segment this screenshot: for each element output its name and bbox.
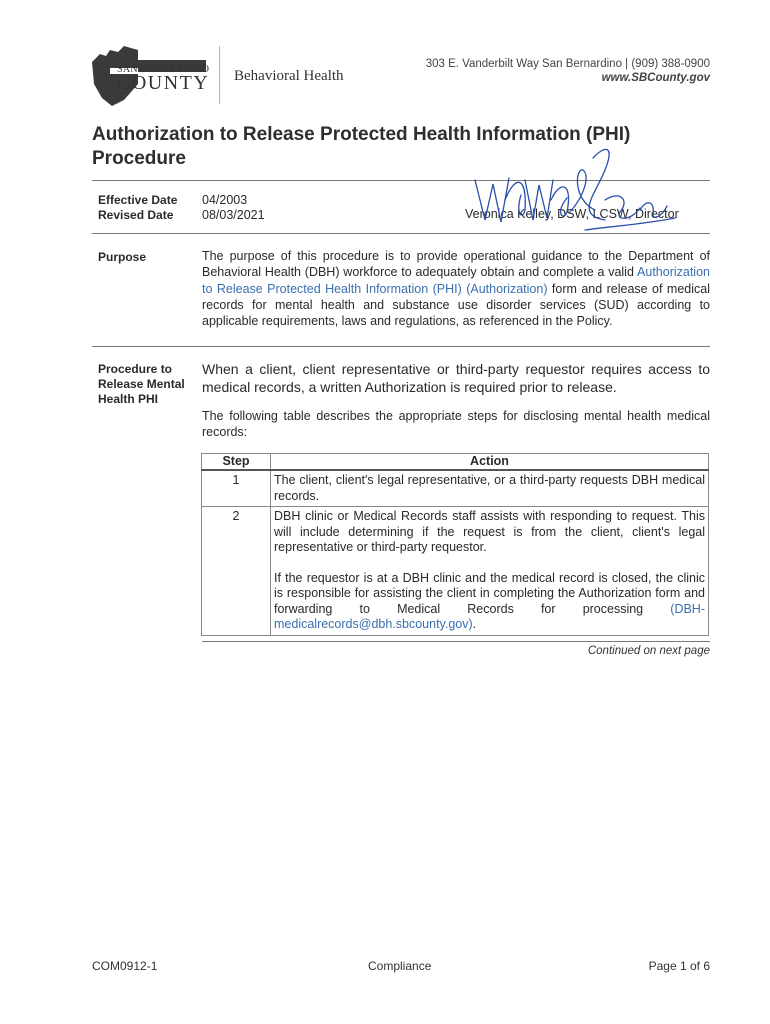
procedure-label bbox=[98, 362, 185, 407]
logo-text-county: COUNTY bbox=[117, 72, 210, 94]
revised-date-value: 08/03/2021 bbox=[202, 208, 265, 222]
footer-section: Compliance bbox=[368, 959, 432, 973]
continued-note: Continued on next page bbox=[587, 645, 710, 657]
table-row bbox=[202, 470, 709, 507]
purpose-text-part1: The purpose of this procedure is to provide operational guidance to the Department of Behavioral Health (DBH) workforce to adequately obtain and complete a valid bbox=[202, 249, 710, 280]
department-name: Behavioral Health bbox=[234, 68, 344, 84]
step-action-text: If the requestor is at a DBH clinic and the medical record is closed, the clinic is responsible for assisting the client in completing the Authorization form and forwarding to Medical Records for processing bbox=[274, 570, 705, 616]
handwritten-signature bbox=[455, 140, 685, 240]
col-header-action: Action bbox=[271, 454, 709, 471]
purpose-rule-right bbox=[202, 346, 710, 347]
footer-page-number: Page 1 of 6 bbox=[648, 959, 710, 973]
procedure-label-line-1: Procedure to bbox=[98, 362, 173, 376]
table-row bbox=[202, 507, 709, 636]
header-address: 303 E. Vanderbilt Way San Bernardino | (909) 388-0900 bbox=[425, 58, 710, 70]
logo-text-san-bernardino: SAN BERNARDINO bbox=[117, 64, 210, 75]
header-website: www.SBCounty.gov bbox=[601, 72, 710, 84]
steps-table bbox=[201, 453, 709, 636]
revised-date-label: Revised Date bbox=[98, 208, 174, 222]
footer-doc-code: COM0912-1 bbox=[92, 959, 158, 973]
meta-bottom-rule-right bbox=[202, 233, 710, 234]
table-intro: The following table describes the appropriate steps for disclosing mental health medical records: bbox=[202, 409, 710, 440]
meta-top-rule bbox=[92, 180, 215, 181]
col-header-step: Step bbox=[202, 454, 271, 471]
step-action: The client, client's legal representative, or a third-party requests DBH medical records. bbox=[271, 470, 709, 507]
procedure-label-line-3: Health PHI bbox=[98, 392, 159, 406]
step-action-paragraph: DBH clinic or Medical Records staff assists with responding to request. This will include determining if the request is from the client, client's legal representative or third-party requestor. bbox=[274, 509, 705, 554]
authorization-form-link[interactable]: Authorization to Release Protected Health Information (PHI) (Authorization) bbox=[202, 265, 710, 296]
signatory-name: Veronica Kelley, DSW, LCSW, Director bbox=[465, 207, 679, 221]
title-line-1: Authorization to Release Protected Health Information (PHI) bbox=[92, 124, 631, 145]
procedure-bottom-rule bbox=[202, 641, 710, 642]
step-action-paragraph bbox=[274, 571, 705, 633]
step-action-text-end: . bbox=[472, 617, 477, 631]
step-number: 1 bbox=[202, 470, 271, 507]
medical-records-email-link[interactable]: (DBH-medicalrecords@dbh.sbcounty.gov) bbox=[274, 601, 705, 631]
procedure-label-line-2: Release Mental bbox=[98, 377, 185, 391]
effective-date-value: 04/2003 bbox=[202, 193, 248, 207]
procedure-intro: When a client, client representative or third-party requestor requires access to medical records, a written Authorization is required prior to release. bbox=[202, 361, 710, 395]
steps-table-header bbox=[202, 454, 709, 471]
purpose-label: Purpose bbox=[98, 250, 147, 264]
purpose-rule-left bbox=[92, 346, 215, 347]
purpose-text bbox=[202, 248, 710, 329]
effective-date-label: Effective Date bbox=[98, 193, 178, 207]
step-action bbox=[271, 507, 709, 636]
header-divider bbox=[219, 46, 220, 104]
title-line-2: Procedure bbox=[92, 148, 186, 169]
purpose-text-part2: form and release of medical records for mental health and substance use disorder services (SUD) according to applicable requirements, laws and regulations, as referenced in the Policy. bbox=[202, 281, 710, 329]
meta-bottom-rule bbox=[92, 233, 215, 234]
step-number: 2 bbox=[202, 507, 271, 636]
